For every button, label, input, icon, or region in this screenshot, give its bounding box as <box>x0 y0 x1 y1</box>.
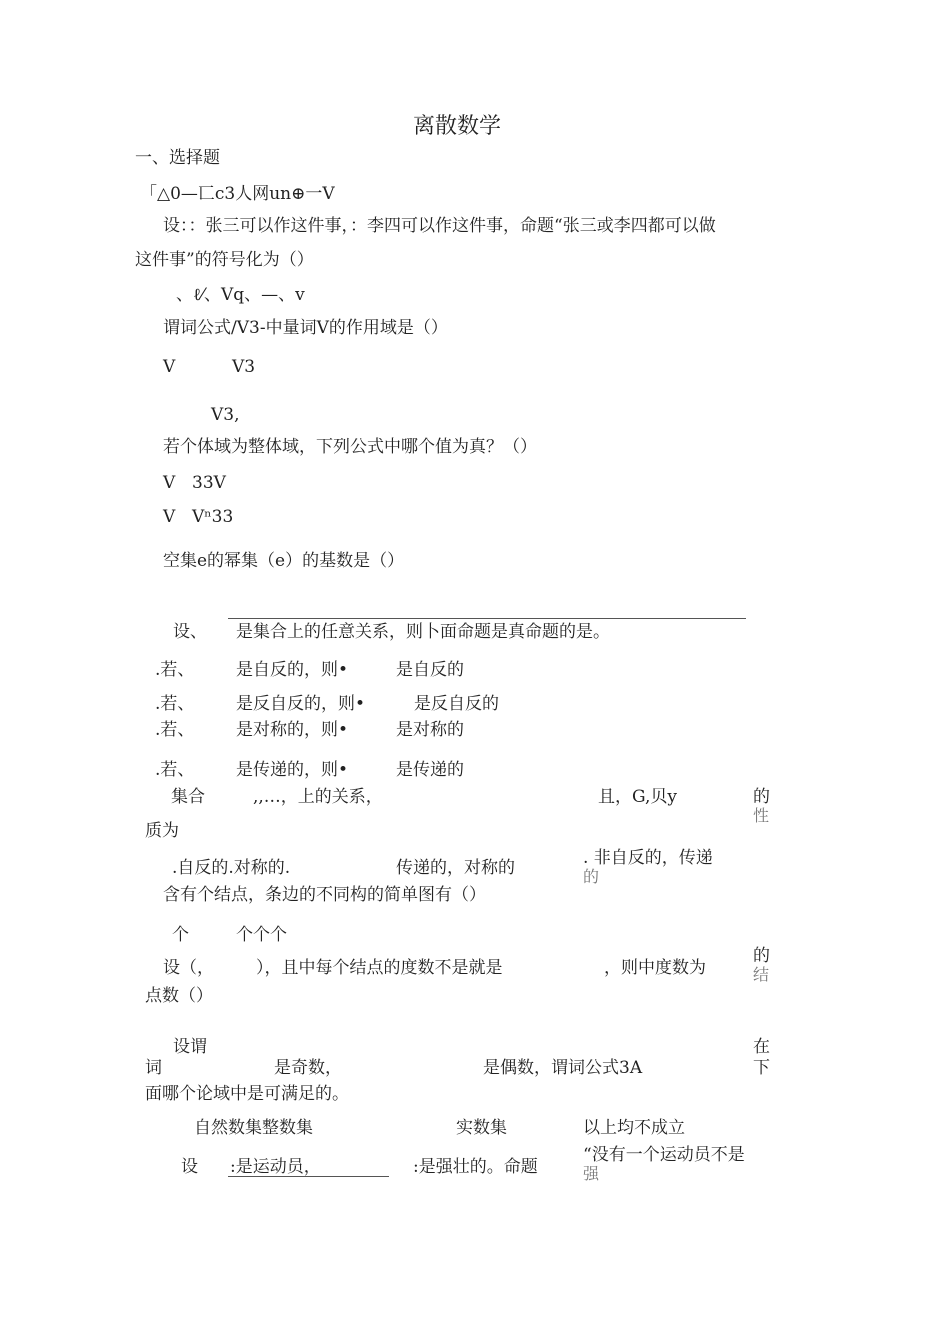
q2-option-b: V3 <box>232 357 256 377</box>
q5-option-d-result: 是传递的 <box>396 760 464 780</box>
q7-text: 含有个结点，条边的不同构的简单图有（） <box>163 885 486 905</box>
q2-option-a: V <box>163 357 176 377</box>
q10-part1: 设 <box>181 1157 198 1177</box>
q6-part4: 的 <box>753 787 770 807</box>
q10-part2: :是运动员， <box>230 1157 321 1177</box>
q9-option-2: 实数集 <box>456 1118 507 1138</box>
q9-part5: 是偶数，谓词公式3A <box>483 1058 643 1078</box>
q8-part5: 结 <box>753 965 770 984</box>
q5-option-b-prefix: .若、 <box>155 694 195 714</box>
q2-text: 谓词公式/V3-中量词V的作用域是（） <box>163 318 448 338</box>
q8-part3: ，则中度数为 <box>604 958 706 978</box>
q5-option-a-condition: 是自反的，则• <box>236 660 349 680</box>
q8-part1: 设（， <box>163 958 214 978</box>
section-heading: 一、选择题 <box>135 148 220 168</box>
q6-part1: 集合 <box>171 787 205 807</box>
header-rule <box>228 618 746 619</box>
garbled-line: 「△0—匸c3人网un⊕一V <box>140 184 335 204</box>
q10-part3: :是强壮的。命题 <box>413 1157 538 1177</box>
q3-option-a-label: V <box>163 473 176 493</box>
q1-text-line1: 设：：张三可以作这件事，：李四可以作这件事，命题“张三或李四都可以做 <box>163 216 716 236</box>
q2-option-c: V3, <box>211 405 240 425</box>
q9-part4: 是奇数， <box>274 1058 342 1078</box>
q10-underline <box>228 1176 389 1177</box>
q8-part6: 点数（） <box>145 986 213 1006</box>
q1-options: 、ℓ⁄、Vq、—、v <box>176 285 305 305</box>
q6-option-3: . 非自反的，传递 <box>583 848 713 868</box>
q5-option-b-result: 是反自反的 <box>414 694 499 714</box>
q9-option-3: 以上均不成立 <box>583 1118 685 1138</box>
q5-option-a-prefix: .若、 <box>155 660 195 680</box>
q10-part4: “没有一个运动员不是 <box>583 1145 745 1165</box>
q8-part2: ），且中每个结点的度数不是就是 <box>256 958 503 978</box>
q5-option-c-result: 是对称的 <box>396 720 464 740</box>
q5-option-d-prefix: .若、 <box>155 760 195 780</box>
q6-option-1: .自反的.对称的. <box>172 858 291 878</box>
q5-lead: 设、 <box>173 622 207 642</box>
q3-option-b: Vⁿ33 <box>192 507 234 527</box>
q5-option-c-condition: 是对称的，则• <box>236 720 349 740</box>
q9-part3: 词 <box>145 1058 162 1078</box>
q1-text-line2: 这件事”的符号化为（） <box>135 250 314 270</box>
q9-part1: 设谓 <box>173 1037 207 1057</box>
q3-option-b-label: V <box>163 507 176 527</box>
q7-option-1: 个 <box>172 925 189 945</box>
q5-text: 是集合上的任意关系，则卜面命题是真命题的是。 <box>236 622 610 642</box>
q4-text: 空集e的幂集（e）的基数是（） <box>163 551 405 571</box>
q9-part6: 下 <box>753 1058 770 1078</box>
q6-part6: 质为 <box>145 821 179 841</box>
q6-option-3-tail: 的 <box>583 867 600 886</box>
q6-part5: 性 <box>753 806 770 825</box>
q5-option-c-prefix: .若、 <box>155 720 195 740</box>
q5-option-a-result: 是自反的 <box>396 660 464 680</box>
q6-part2: ,,…，上的关系， <box>253 787 383 807</box>
q10-part5: 强 <box>583 1164 600 1183</box>
q3-option-a: 33V <box>192 473 226 493</box>
q6-option-2: 传递的，对称的 <box>396 858 515 878</box>
q8-part4: 的 <box>753 946 770 966</box>
q9-part7: 面哪个论域中是可满足的。 <box>145 1084 349 1104</box>
q9-part2: 在 <box>753 1037 770 1057</box>
q3-text: 若个体域为整体域，下列公式中哪个值为真？（） <box>163 437 537 457</box>
q5-option-b-condition: 是反自反的，则• <box>236 694 366 714</box>
q5-option-d-condition: 是传递的，则• <box>236 760 349 780</box>
q7-option-2: 个个个 <box>236 925 287 945</box>
q9-option-1: 自然数集整数集 <box>194 1118 313 1138</box>
q6-part3: 且，G,贝y <box>598 787 677 807</box>
doc-title: 离散数学 <box>413 114 502 139</box>
